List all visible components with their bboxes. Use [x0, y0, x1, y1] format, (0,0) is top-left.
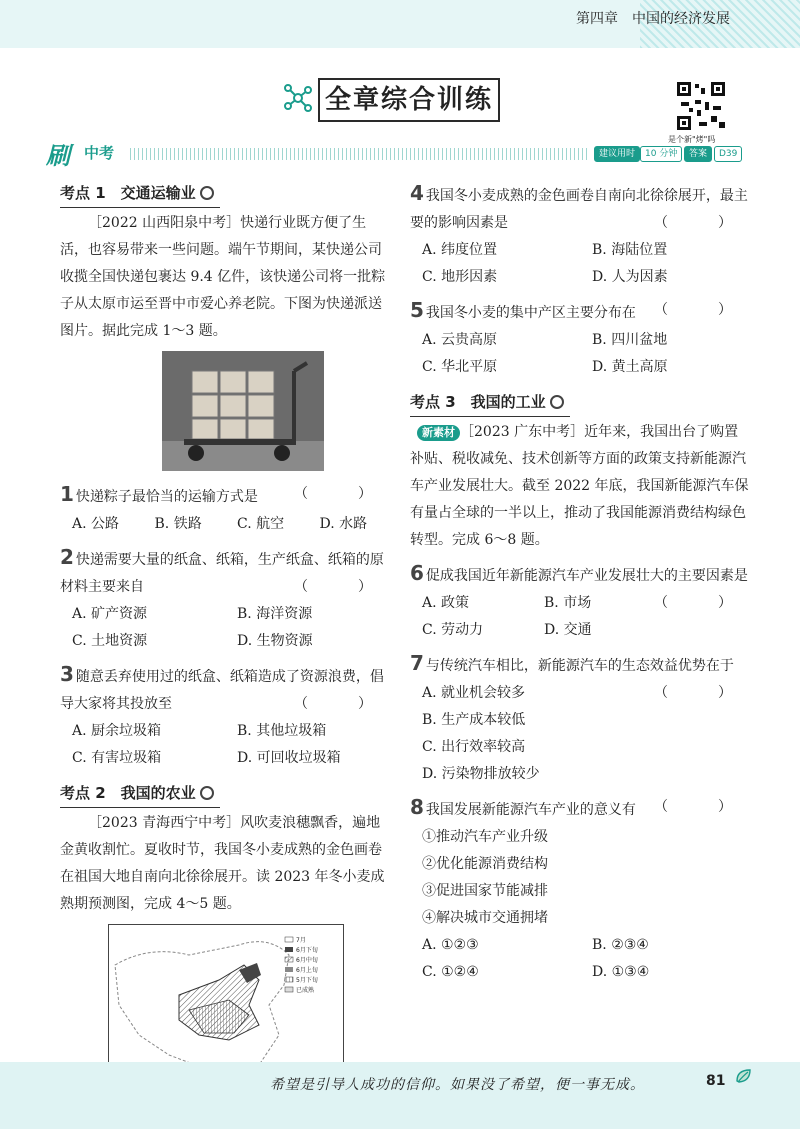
wheat-maturity-map	[108, 924, 344, 1076]
q2-answer-blank[interactable]: （ ）	[294, 579, 390, 595]
q4-option-c[interactable]: C. 地形因素	[422, 269, 498, 285]
question-6	[410, 560, 750, 644]
q2-number: 2	[60, 545, 74, 569]
delivery-photo	[162, 351, 324, 471]
china-map-image	[109, 925, 343, 1075]
q7-answer-blank[interactable]: （ ）	[654, 685, 750, 701]
q7-option-a[interactable]: A. 就业机会较多	[422, 685, 526, 701]
q3-answer-blank[interactable]: （ ）	[294, 696, 390, 712]
kp2-passage: ［2023 青海西宁中考］风吹麦浪穗飘香，遍地金黄收割忙。夏收时节，我国冬小麦成熟的金色画卷在祖国大地自南向北徐徐展开。读 2023 年冬小麦成熟期预测图，完成 4～5 题。	[60, 815, 385, 912]
q8-option-b[interactable]: B. ②③④	[592, 937, 649, 953]
map-legend-3: 6月中旬	[296, 957, 318, 964]
q5-number: 5	[410, 298, 424, 322]
q4-option-a[interactable]: A. 纬度位置	[422, 242, 498, 258]
q1-option-a[interactable]: A. 公路	[72, 516, 120, 532]
map-legend-5: 5月下旬	[296, 977, 318, 984]
q8-number: 8	[410, 795, 424, 819]
q1-option-c[interactable]: C. 航空	[237, 516, 285, 532]
delivery-cart-image	[162, 351, 324, 471]
brand-subtitle: 中考	[84, 144, 115, 162]
molecule-icon	[280, 80, 316, 116]
page-title: 全章综合训练	[318, 78, 500, 122]
q5-option-c[interactable]: C. 华北平原	[422, 359, 498, 375]
q2-option-b[interactable]: B. 海洋资源	[237, 606, 313, 622]
q3-option-d[interactable]: D. 可回收垃圾箱	[237, 750, 341, 766]
question-2	[60, 544, 390, 655]
right-column	[410, 180, 750, 986]
q8-stem: 我国发展新能源汽车产业的意义有	[425, 802, 636, 818]
q8-option-d[interactable]: D. ①③④	[592, 964, 650, 980]
q6-option-d[interactable]: D. 交通	[544, 622, 592, 638]
question-1	[60, 481, 390, 538]
q4-stem: 我国冬小麦成熟的金色画卷自南向北徐徐展开，最主要的影响因素是	[410, 188, 748, 231]
q1-option-b[interactable]: B. 铁路	[154, 516, 202, 532]
q2-option-a[interactable]: A. 矿产资源	[72, 606, 148, 622]
question-4	[410, 180, 750, 291]
target-icon	[200, 186, 214, 200]
page-number: 81	[706, 1073, 726, 1089]
kp3-title: 考点 3 我国的工业	[410, 393, 546, 411]
question-8	[410, 794, 750, 986]
q5-option-a[interactable]: A. 云贵高原	[422, 332, 498, 348]
q8-answer-blank[interactable]: （ ）	[654, 799, 750, 815]
q7-stem: 与传统汽车相比，新能源汽车的生态效益优势在于	[425, 658, 734, 674]
footer-motto: 希望是引导人成功的信仰。如果没了希望，便一事无成。	[270, 1077, 645, 1093]
map-legend-4: 6月上旬	[296, 967, 318, 974]
q2-option-c[interactable]: C. 土地资源	[72, 633, 148, 649]
q1-number: 1	[60, 482, 74, 506]
q3-option-b[interactable]: B. 其他垃圾箱	[237, 723, 327, 739]
kp3-passage	[410, 419, 750, 554]
q1-option-d[interactable]: D. 水路	[319, 516, 368, 532]
q6-option-c[interactable]: C. 劳动力	[422, 622, 484, 638]
map-legend-2: 6月下旬	[296, 947, 318, 954]
q5-stem: 我国冬小麦的集中产区主要分布在	[425, 305, 636, 321]
kp1-passage: ［2022 山西阳泉中考］快递行业既方便了生活，也容易带来一些问题。端午节期间，某快递公司收揽全国快递包裹达 9.4 亿件，该快递公司将一批粽子从太原市运至晋中市爱心养老院。下图为快递派送图片。据此完成 1～3 题。	[60, 215, 386, 339]
question-5	[410, 297, 750, 381]
q3-number: 3	[60, 662, 74, 686]
q5-option-b[interactable]: B. 四川盆地	[592, 332, 668, 348]
chapter-title: 第四章 中国的经济发展	[576, 11, 730, 27]
kp3-passage-text: ［2023 广东中考］近年来，我国出台了购置补贴、税收减免、技术创新等方面的政策支持新能源汽车产业发展壮大。截至 2022 年底，我国新能源汽车保有量占全球的一半以上，推动了我国能源消费结构绿色转型。完成 6～8 题。	[410, 424, 749, 548]
q8-item-4: ④解决城市交通拥堵	[422, 910, 548, 926]
q3-option-a[interactable]: A. 厨余垃圾箱	[72, 723, 162, 739]
question-3	[60, 661, 390, 772]
kp1-title: 考点 1 交通运输业	[60, 184, 196, 202]
answer-page[interactable]: D39	[714, 146, 742, 162]
leaf-icon	[734, 1066, 754, 1086]
map-legend-1: 7月	[296, 937, 306, 944]
q8-option-a[interactable]: A. ①②③	[422, 937, 479, 953]
kp2-title: 考点 2 我国的农业	[60, 784, 196, 802]
q5-answer-blank[interactable]: （ ）	[654, 302, 750, 318]
target-icon	[200, 786, 214, 800]
q8-item-1: ①推动汽车产业升级	[422, 829, 548, 845]
kp2-heading	[60, 780, 220, 808]
q4-number: 4	[410, 181, 424, 205]
q2-stem: 快递需要大量的纸盒、纸箱，生产纸盒、纸箱的原材料主要来自	[60, 552, 384, 595]
q7-option-c[interactable]: C. 出行效率较高	[422, 739, 526, 755]
map-legend-6: 已成熟	[296, 987, 315, 994]
target-icon	[550, 395, 564, 409]
time-value: 10 分钟	[640, 146, 682, 162]
q4-answer-blank[interactable]: （ ）	[654, 215, 750, 231]
brand-logo: 刷	[46, 142, 70, 170]
q4-option-d[interactable]: D. 人为因素	[592, 269, 668, 285]
question-7	[410, 650, 750, 788]
kp3-heading	[410, 389, 570, 417]
q6-option-b[interactable]: B. 市场	[544, 595, 592, 611]
q3-option-c[interactable]: C. 有害垃圾箱	[72, 750, 162, 766]
q7-option-b[interactable]: B. 生产成本较低	[422, 712, 526, 728]
time-label: 建议用时	[594, 146, 640, 162]
q3-stem: 随意丢弃使用过的纸盒、纸箱造成了资源浪费，倡导大家将其投放至	[60, 669, 384, 712]
q1-answer-blank[interactable]: （ ）	[294, 486, 390, 502]
qr-code-icon[interactable]	[675, 80, 727, 132]
left-column	[60, 180, 390, 1076]
q8-item-2: ②优化能源消费结构	[422, 856, 548, 872]
q8-item-3: ③促进国家节能减排	[422, 883, 548, 899]
kp1-heading	[60, 180, 220, 208]
qr-caption: 是个新"烤"吗	[668, 135, 716, 144]
q6-option-a[interactable]: A. 政策	[422, 595, 470, 611]
answer-label: 答案	[684, 146, 712, 162]
q1-stem: 快递粽子最恰当的运输方式是	[75, 489, 258, 505]
q6-stem: 促成我国近年新能源汽车产业发展壮大的主要因素是	[425, 568, 748, 584]
new-material-badge: 新素材	[417, 425, 460, 441]
q6-number: 6	[410, 561, 424, 585]
section-hatch-decoration	[130, 148, 590, 160]
q6-answer-blank[interactable]: （ ）	[654, 595, 750, 611]
q8-option-c[interactable]: C. ①②④	[422, 964, 479, 980]
q4-option-b[interactable]: B. 海陆位置	[592, 242, 668, 258]
q5-option-d[interactable]: D. 黄土高原	[592, 359, 668, 375]
footer-band	[0, 1062, 800, 1129]
q7-number: 7	[410, 651, 424, 675]
q2-option-d[interactable]: D. 生物资源	[237, 633, 313, 649]
q7-option-d[interactable]: D. 污染物排放较少	[422, 766, 540, 782]
